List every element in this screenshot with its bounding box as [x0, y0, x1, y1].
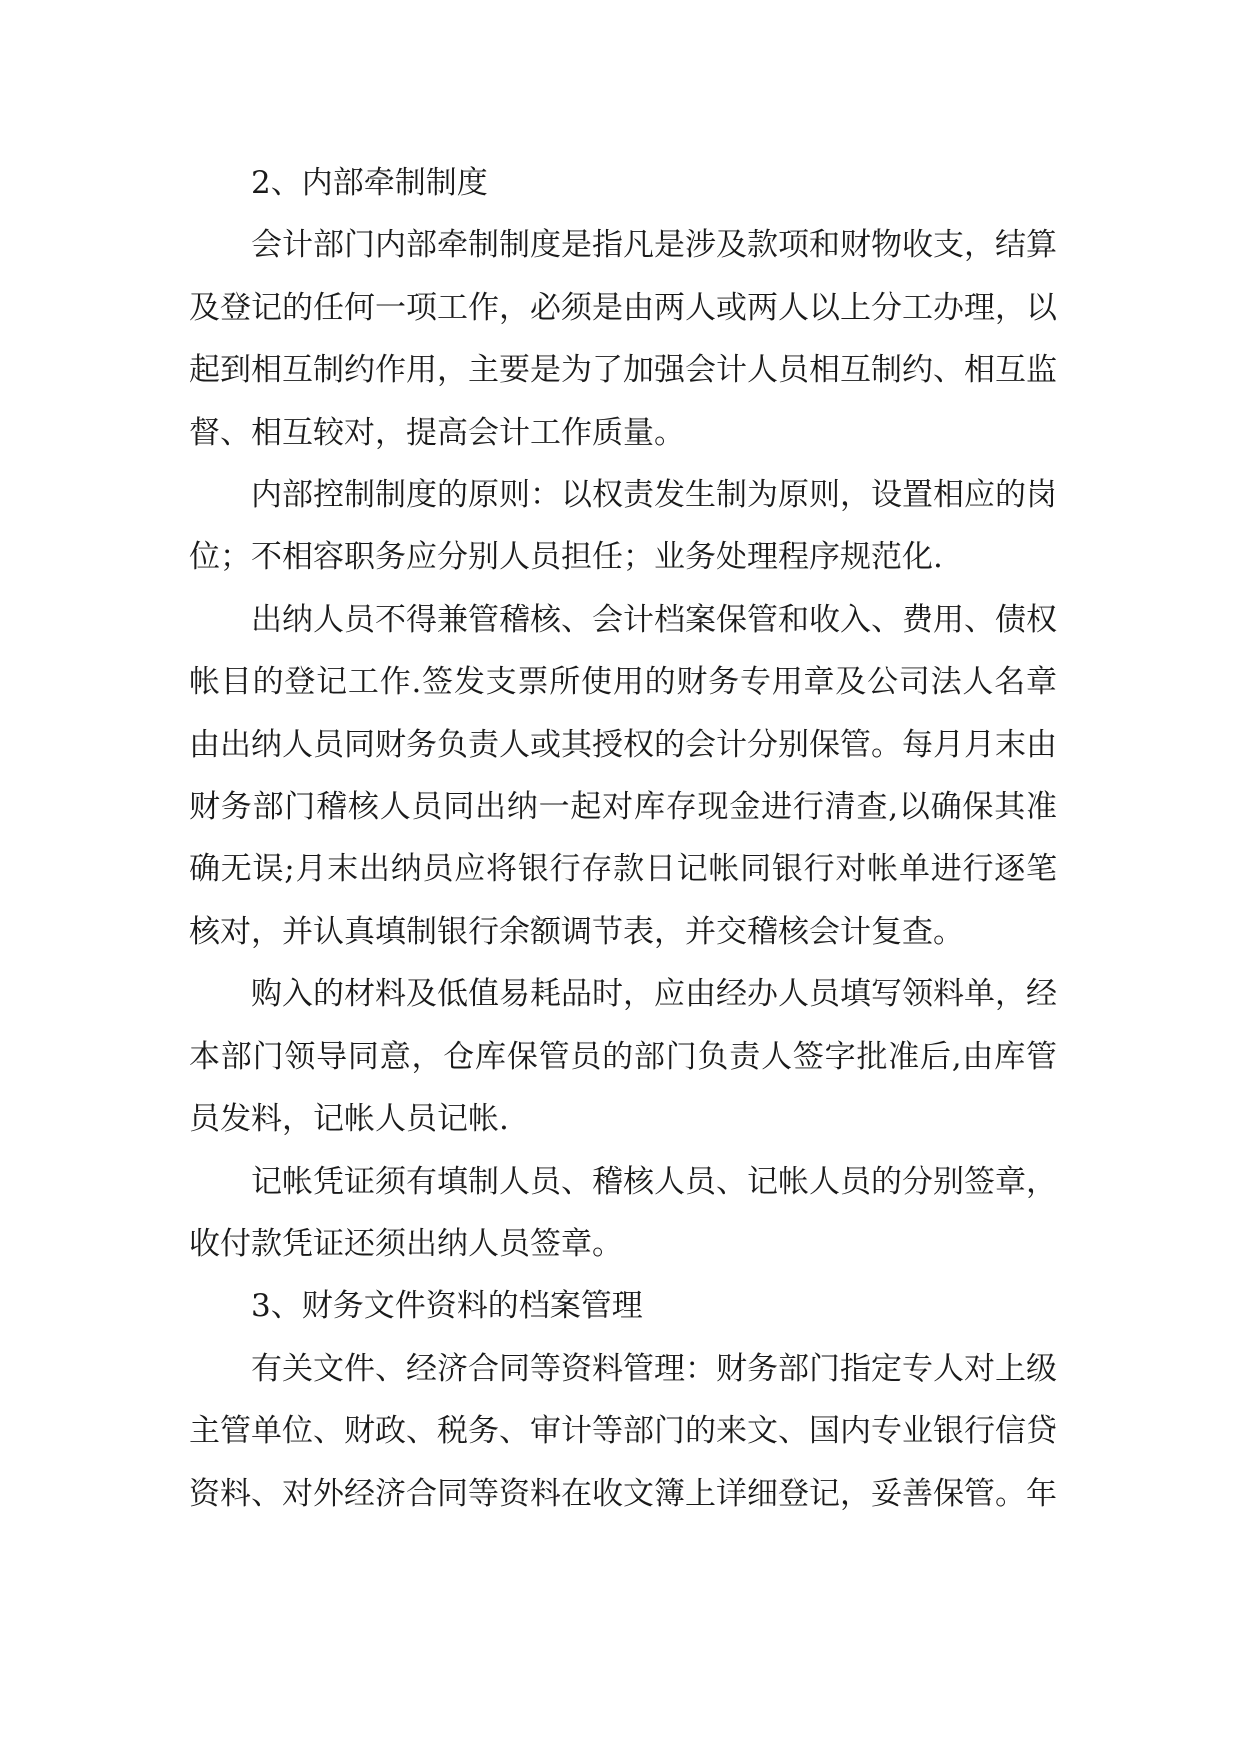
section-heading-internal-control: 2、内部牵制制度 — [251, 165, 488, 201]
paragraph-material-purchase: 购入的材料及低值易耗品时，应由经办人员填写领料单，经本部门领导同意，仓库保管员的部门负责人签字批准后,由库管员发料，记帐人员记帐. — [189, 976, 1057, 1138]
paragraph-document-management: 有关文件、经济合同等资料管理：财务部门指定专人对上级主管单位、财政、税务、审计等部门的来文、国内专业银行信贷资料、对外经济合同等资料在收文簿上详细登记，妥善保管。年 — [189, 1350, 1057, 1512]
section-heading-archive-management: 3、财务文件资料的档案管理 — [251, 1288, 643, 1325]
document-page — [189, 152, 1057, 1525]
paragraph-internal-control-principles: 内部控制制度的原则：以权责发生制为原则，设置相应的岗位；不相容职务应分别人员担任；业务处理程序规范化. — [189, 477, 1057, 576]
paragraph-voucher-signatures: 记帐凭证须有填制人员、稽核人员、记帐人员的分别签章，收付款凭证还须出纳人员签章。 — [189, 1163, 1057, 1262]
paragraph-cashier-duties: 出纳人员不得兼管稽核、会计档案保管和收入、费用、债权帐目的登记工作.签发支票所使用的财务专用章及公司法人名章由出纳人员同财务负责人或其授权的会计分别保管。每月月末由财务部门稽核人员同出纳一起对库存现金进行清查,以确保其准确无误;月末出纳员应将银行存款日记帐同银行对帐单进行逐笔核对，并认真填制银行余额调节表，并交稽核会计复查。 — [189, 601, 1057, 950]
paragraph-internal-control-definition: 会计部门内部牵制制度是指凡是涉及款项和财物收支，结算及登记的任何一项工作，必须是由两人或两人以上分工办理，以起到相互制约作用，主要是为了加强会计人员相互制约、相互监督、相互较对，提高会计工作质量。 — [189, 227, 1057, 451]
